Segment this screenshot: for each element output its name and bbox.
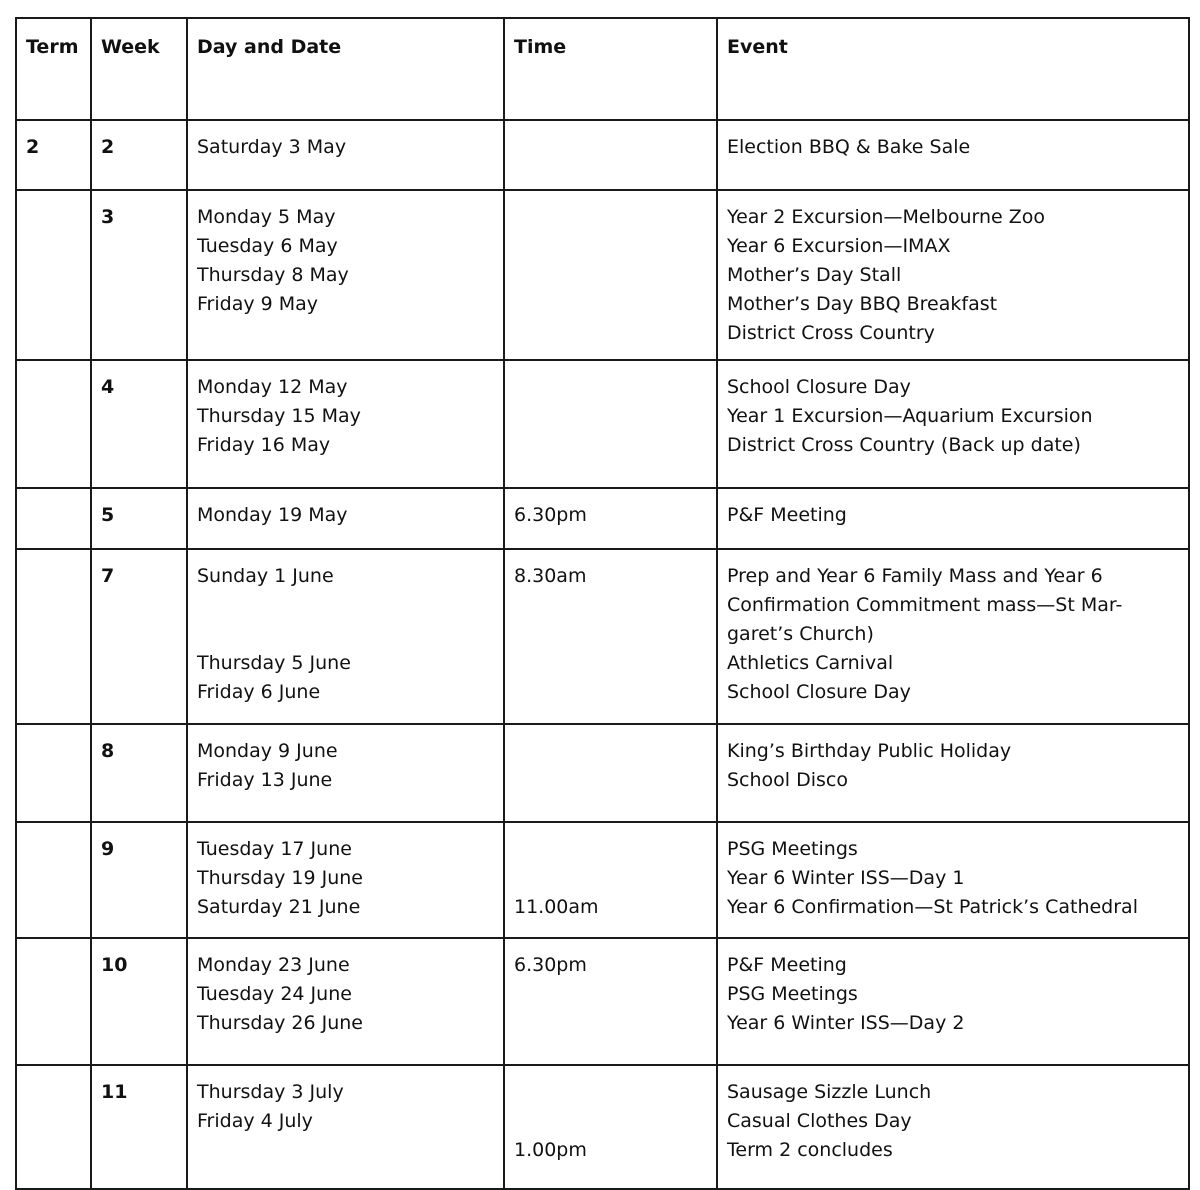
date-cell [187,120,504,190]
date-line: Thursday 15 May [197,405,361,427]
event-line: PSG Meetings [727,838,858,860]
event-line: District Cross Country (Back up date) [727,434,1081,456]
time-cell [504,938,717,1065]
time-cell [504,724,717,822]
date-line: Monday 5 May [197,206,336,228]
week-value: 4 [101,376,115,398]
week-cell [91,549,187,724]
time-line: 8.30am [514,565,587,587]
event-line: garet’s Church) [727,623,874,645]
date-line: Thursday 5 June [197,652,351,674]
event-line: Athletics Carnival [727,652,894,674]
date-line: Tuesday 6 May [197,235,338,257]
date-line: Tuesday 24 June [197,983,352,1005]
week-value: 11 [101,1081,128,1103]
week-value: 10 [101,954,128,976]
date-cell [187,360,504,488]
date-line: Monday 23 June [197,954,350,976]
date-line: Friday 6 June [197,681,321,703]
time-cell [504,190,717,360]
table-header [16,18,1189,120]
time-line: 6.30pm [514,954,587,976]
week-cell [91,1065,187,1189]
date-line: Saturday 3 May [197,136,347,158]
time-cell [504,488,717,549]
event-line: Year 6 Winter ISS—Day 1 [727,867,965,889]
table-body [16,120,1189,1189]
week-cell [91,822,187,938]
date-cell [187,1065,504,1189]
table-row [16,549,1189,724]
date-line: Friday 9 May [197,293,319,315]
week-cell [91,938,187,1065]
event-line: Mother’s Day BBQ Breakfast [727,293,998,315]
date-cell [187,938,504,1065]
date-line: Friday 13 June [197,769,333,791]
date-line: Thursday 19 June [197,867,363,889]
week-cell [91,190,187,360]
event-cell [717,190,1189,360]
term-value: 2 [26,136,40,158]
term-cell [16,938,91,1065]
event-line: School Closure Day [727,376,911,398]
date-line: Monday 19 May [197,504,348,526]
time-cell [504,1065,717,1189]
event-line: Election BBQ & Bake Sale [727,136,971,158]
table-row [16,1065,1189,1189]
term-cell [16,120,91,190]
table-row [16,724,1189,822]
event-cell [717,360,1189,488]
table-row [16,190,1189,360]
date-line [197,620,503,649]
week-value: 8 [101,740,115,762]
date-line: Friday 16 May [197,434,331,456]
date-line: Thursday 8 May [197,264,349,286]
event-cell [717,488,1189,549]
time-line [514,1078,716,1107]
date-cell [187,724,504,822]
header-event: Event [717,18,1189,120]
event-line: Year 6 Excursion—IMAX [727,235,951,257]
week-value: 9 [101,838,115,860]
event-line: School Closure Day [727,681,911,703]
date-line: Monday 12 May [197,376,348,398]
term-cell [16,190,91,360]
time-line [514,133,716,162]
time-cell [504,360,717,488]
term-cell [16,549,91,724]
event-line: District Cross Country [727,322,935,344]
date-line: Sunday 1 June [197,565,334,587]
event-line: Term 2 concludes [727,1139,893,1161]
event-line: P&F Meeting [727,504,847,526]
time-line [514,835,716,864]
date-cell [187,190,504,360]
time-cell [504,120,717,190]
event-line: PSG Meetings [727,983,858,1005]
week-cell [91,120,187,190]
event-cell [717,1065,1189,1189]
week-value: 3 [101,206,115,228]
date-line: Saturday 21 June [197,896,361,918]
table-row [16,360,1189,488]
week-cell [91,488,187,549]
date-cell [187,488,504,549]
table-row [16,938,1189,1065]
time-line [514,1107,716,1136]
event-line: Year 1 Excursion—Aquarium Excursion [727,405,1093,427]
term-cell [16,1065,91,1189]
event-line: Sausage Sizzle Lunch [727,1081,932,1103]
date-line: Thursday 3 July [197,1081,344,1103]
event-line: Prep and Year 6 Family Mass and Year 6 [727,565,1103,587]
event-line: King’s Birthday Public Holiday [727,740,1012,762]
term-calendar-table [15,17,1190,1190]
table-row [16,488,1189,549]
term-cell [16,360,91,488]
event-line: School Disco [727,769,848,791]
header-time: Time [504,18,717,120]
event-line: Year 6 Confirmation—St Patrick’s Cathedral [727,896,1138,918]
time-line: 11.00am [514,896,599,918]
event-line: Year 6 Winter ISS—Day 2 [727,1012,965,1034]
table-row [16,822,1189,938]
date-line [197,591,503,620]
time-cell [504,549,717,724]
table-row [16,120,1189,190]
header-week: Week [91,18,187,120]
event-cell [717,549,1189,724]
event-cell [717,120,1189,190]
date-line: Monday 9 June [197,740,338,762]
time-cell [504,822,717,938]
event-cell [717,822,1189,938]
term-cell [16,822,91,938]
week-cell [91,360,187,488]
time-line: 6.30pm [514,504,587,526]
time-line [514,373,716,402]
term-cell [16,724,91,822]
date-line: Tuesday 17 June [197,838,352,860]
header-term: Term [16,18,91,120]
event-line: P&F Meeting [727,954,847,976]
event-line: Confirmation Commitment mass—St Mar- [727,594,1123,616]
date-cell [187,549,504,724]
event-line: Year 2 Excursion—Melbourne Zoo [727,206,1046,228]
date-cell [187,822,504,938]
date-line: Friday 4 July [197,1110,313,1132]
week-value: 5 [101,504,115,526]
event-line: Casual Clothes Day [727,1110,912,1132]
event-cell [717,724,1189,822]
header-row [16,18,1189,120]
time-line [514,864,716,893]
time-line [514,203,716,232]
week-cell [91,724,187,822]
event-cell [717,938,1189,1065]
week-value: 7 [101,565,115,587]
event-line: Mother’s Day Stall [727,264,902,286]
date-line: Thursday 26 June [197,1012,363,1034]
term-cell [16,488,91,549]
week-value: 2 [101,136,115,158]
time-line: 1.00pm [514,1139,587,1161]
time-line [514,737,716,766]
header-day-and-date: Day and Date [187,18,504,120]
